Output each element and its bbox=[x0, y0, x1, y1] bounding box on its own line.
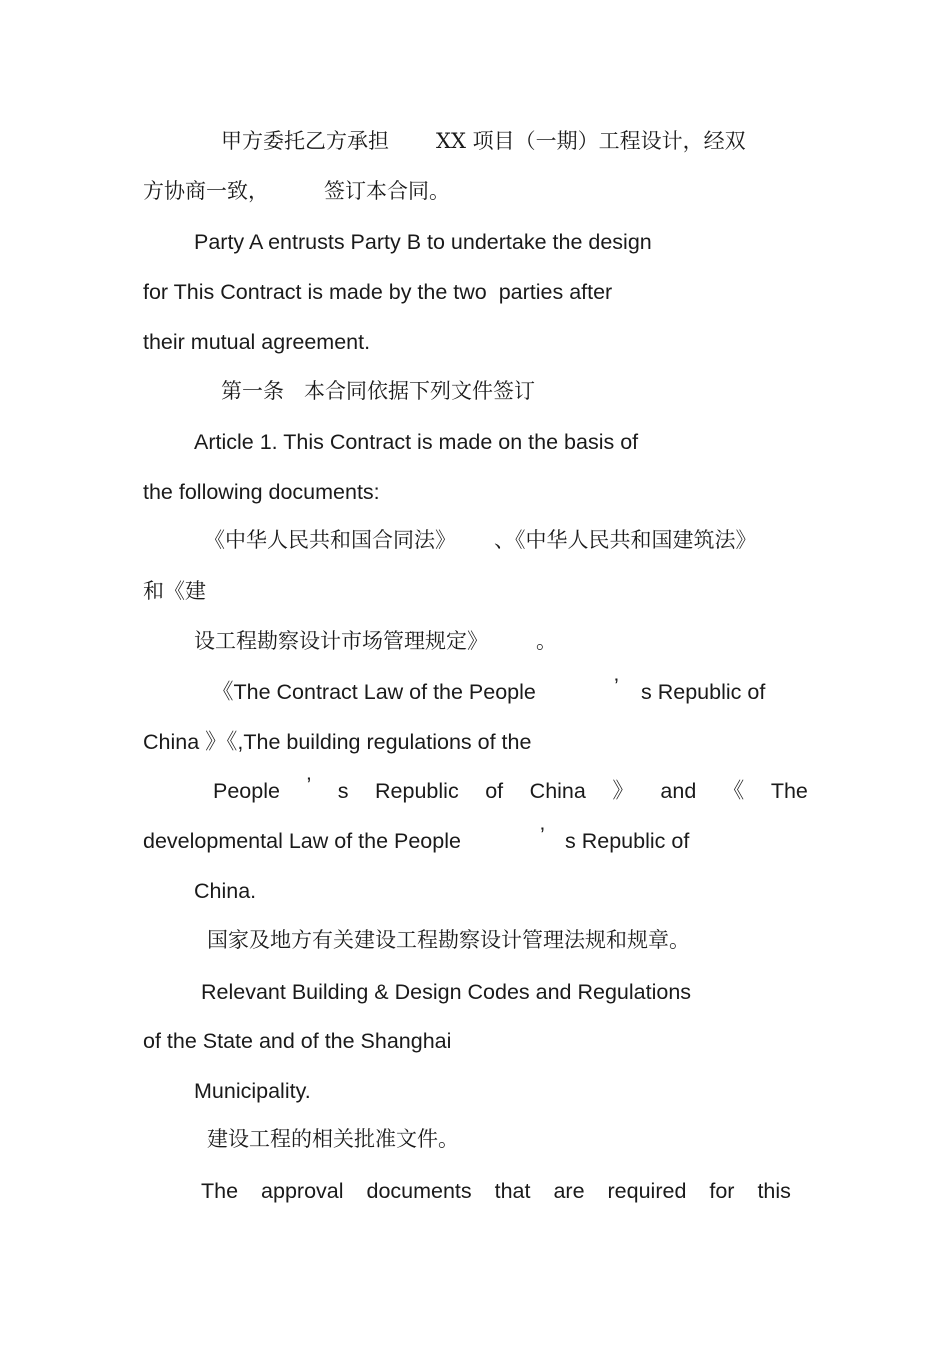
word: China bbox=[529, 779, 586, 803]
text-line: China 》《,The building regulations of the bbox=[143, 730, 532, 754]
text-line: of the State and of the Shanghai bbox=[143, 1029, 452, 1053]
text-line: 《中华人民共和国合同法》 bbox=[204, 528, 456, 552]
text-line: Party A entrusts Party B to undertake the design bbox=[194, 230, 652, 254]
text-line: for This Contract is made by the two parties after bbox=[143, 280, 613, 304]
text-line: 方协商一致， bbox=[143, 179, 269, 203]
text-line: developmental Law of the People bbox=[143, 829, 461, 853]
word: for bbox=[709, 1179, 735, 1203]
text-line: 设工程勘察设计市场管理规定》 bbox=[194, 629, 488, 653]
word: People bbox=[213, 779, 280, 803]
text-line: the following documents: bbox=[143, 480, 380, 504]
text-line: s Republic of bbox=[565, 829, 690, 853]
justified-line bbox=[201, 1178, 791, 1204]
word: are bbox=[553, 1179, 585, 1203]
word: and bbox=[660, 779, 697, 803]
word: this bbox=[757, 1179, 791, 1203]
word: Republic bbox=[375, 779, 459, 803]
article-heading: 第一条 本合同依据下列文件签订 bbox=[221, 379, 536, 403]
text-line: Municipality. bbox=[194, 1079, 311, 1103]
text-line: 。 bbox=[536, 629, 557, 653]
justified-line bbox=[213, 773, 808, 804]
text-line: China. bbox=[194, 879, 257, 903]
text-line: 和《建 bbox=[143, 579, 206, 603]
word: s bbox=[337, 779, 349, 803]
word: that bbox=[494, 1179, 531, 1203]
text-line: 建设工程的相关批准文件。 bbox=[207, 1127, 459, 1151]
word: The bbox=[770, 779, 808, 803]
text-line: their mutual agreement. bbox=[143, 330, 371, 354]
text-line: 《The Contract Law of the People bbox=[212, 680, 536, 704]
word: documents bbox=[366, 1179, 472, 1203]
word: approval bbox=[261, 1179, 344, 1203]
text-line: s Republic of bbox=[641, 680, 766, 704]
text-line: Article 1. This Contract is made on the basis of bbox=[194, 430, 639, 454]
text-line: XX 项目（一期）工程设计，经双 bbox=[436, 129, 746, 153]
text-line: ’ bbox=[614, 674, 619, 698]
text-line: 甲方委托乙方承担 bbox=[221, 129, 389, 153]
text-line: 国家及地方有关建设工程勘察设计管理法规和规章。 bbox=[207, 928, 690, 952]
word: required bbox=[607, 1179, 687, 1203]
text-line: Relevant Building & Design Codes and Regulations bbox=[201, 980, 692, 1004]
word: 》 bbox=[612, 779, 634, 803]
word: The bbox=[201, 1179, 239, 1203]
word: ’ bbox=[306, 773, 312, 797]
word: of bbox=[485, 779, 504, 803]
word: 《 bbox=[722, 779, 745, 803]
text-line: ’ bbox=[540, 823, 545, 847]
text-line: 签订本合同。 bbox=[324, 179, 450, 203]
text-line: 、《中华人民共和国建筑法》 bbox=[494, 528, 757, 552]
